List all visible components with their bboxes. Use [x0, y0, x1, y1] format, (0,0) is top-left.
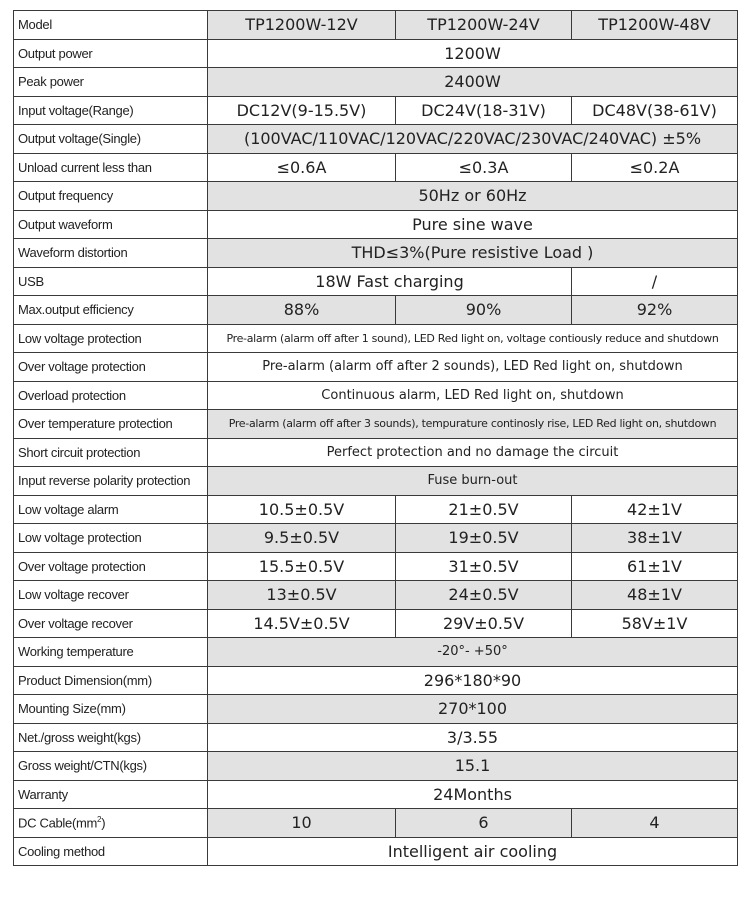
- value-24v: ≤0.3A: [396, 153, 572, 182]
- row-value: Intelligent air cooling: [208, 837, 738, 866]
- value-48v: 58V±1V: [572, 609, 738, 638]
- row-value: 15.1: [208, 752, 738, 781]
- row-value: Pre-alarm (alarm off after 2 sounds), LED Red light on, shutdown: [208, 353, 738, 382]
- value-24v: 19±0.5V: [396, 524, 572, 553]
- model-12v-header: TP1200W-12V: [208, 11, 396, 40]
- table-row-net-gross-weight: [14, 723, 738, 752]
- table-row-short-circuit-protection: [14, 438, 738, 467]
- table-row-output-voltage: [14, 125, 738, 154]
- value-24v: 21±0.5V: [396, 495, 572, 524]
- row-label: Waveform distortion: [14, 239, 208, 268]
- row-value: 270*100: [208, 695, 738, 724]
- table-row-header: [14, 11, 738, 40]
- value-12v: DC12V(9-15.5V): [208, 96, 396, 125]
- row-label: Over voltage protection: [14, 552, 208, 581]
- row-label: Model: [14, 11, 208, 40]
- table-row-low-voltage-recover: [14, 581, 738, 610]
- table-row-overload-protection: [14, 381, 738, 410]
- value-12v: 13±0.5V: [208, 581, 396, 610]
- row-label: Output voltage(Single): [14, 125, 208, 154]
- value-24v: 31±0.5V: [396, 552, 572, 581]
- table-row-unload-current: [14, 153, 738, 182]
- dc-cable-label-close: ): [101, 815, 106, 831]
- row-label: Short circuit protection: [14, 438, 208, 467]
- model-48v-header: TP1200W-48V: [572, 11, 738, 40]
- value-48v: 42±1V: [572, 495, 738, 524]
- row-value: Pre-alarm (alarm off after 1 sound), LED Red light on, voltage contiously reduce and shutdown: [208, 324, 738, 353]
- table-row-waveform-distortion: [14, 239, 738, 268]
- table-row-usb: [14, 267, 738, 296]
- row-label: Unload current less than: [14, 153, 208, 182]
- table-row-output-power: [14, 39, 738, 68]
- table-row-dc-cable: [14, 809, 738, 838]
- value-12v: 9.5±0.5V: [208, 524, 396, 553]
- value-12v: 10: [208, 809, 396, 838]
- row-value: 50Hz or 60Hz: [208, 182, 738, 211]
- table-row-peak-power: [14, 68, 738, 97]
- table-row-low-voltage-protection-mode: [14, 324, 738, 353]
- table-row-working-temperature: [14, 638, 738, 667]
- row-value: THD≤3%(Pure resistive Load ): [208, 239, 738, 268]
- row-value: 18W Fast charging: [208, 267, 572, 296]
- row-label: Input voltage(Range): [14, 96, 208, 125]
- row-value: 3/3.55: [208, 723, 738, 752]
- table-row-over-temperature-protection: [14, 410, 738, 439]
- row-label: Product Dimension(mm): [14, 666, 208, 695]
- row-value: 1200W: [208, 39, 738, 68]
- value-24v: 90%: [396, 296, 572, 325]
- row-label: Mounting Size(mm): [14, 695, 208, 724]
- table-row-product-dimension: [14, 666, 738, 695]
- spec-table: [13, 10, 738, 866]
- row-label: Over voltage protection: [14, 353, 208, 382]
- row-label: Output waveform: [14, 210, 208, 239]
- table-row-input-voltage: [14, 96, 738, 125]
- table-row-efficiency: [14, 296, 738, 325]
- table-row-reverse-polarity-protection: [14, 467, 738, 496]
- table-row-warranty: [14, 780, 738, 809]
- value-24v: DC24V(18-31V): [396, 96, 572, 125]
- row-label: Low voltage protection: [14, 324, 208, 353]
- row-value: Pure sine wave: [208, 210, 738, 239]
- row-label: Warranty: [14, 780, 208, 809]
- row-value: -20°- +50°: [208, 638, 738, 667]
- value-24v: 6: [396, 809, 572, 838]
- row-label: Cooling method: [14, 837, 208, 866]
- table-row-over-voltage-recover: [14, 609, 738, 638]
- row-label: Peak power: [14, 68, 208, 97]
- dc-cable-label-sup: 2: [97, 815, 102, 825]
- row-label: Output power: [14, 39, 208, 68]
- value-12v: 88%: [208, 296, 396, 325]
- row-value: 24Months: [208, 780, 738, 809]
- table-row-output-waveform: [14, 210, 738, 239]
- row-value: Fuse burn-out: [208, 467, 738, 496]
- value-24v: 29V±0.5V: [396, 609, 572, 638]
- row-label: Over temperature protection: [14, 410, 208, 439]
- value-48v: ≤0.2A: [572, 153, 738, 182]
- row-label: Input reverse polarity protection: [14, 467, 208, 496]
- value-12v: 10.5±0.5V: [208, 495, 396, 524]
- value-48v: 48±1V: [572, 581, 738, 610]
- table-row-mounting-size: [14, 695, 738, 724]
- table-row-over-voltage-protection: [14, 552, 738, 581]
- row-label: [14, 809, 208, 838]
- value-12v: ≤0.6A: [208, 153, 396, 182]
- row-value: Pre-alarm (alarm off after 3 sounds), tempurature continosly rise, LED Red light on, shutdown: [208, 410, 738, 439]
- value-24v: 24±0.5V: [396, 581, 572, 610]
- row-label: Output frequency: [14, 182, 208, 211]
- row-label: Low voltage alarm: [14, 495, 208, 524]
- dc-cable-label: DC Cable(mm: [18, 815, 98, 831]
- row-label: Over voltage recover: [14, 609, 208, 638]
- value-48v: 61±1V: [572, 552, 738, 581]
- value-48v: 38±1V: [572, 524, 738, 553]
- value-48v: DC48V(38-61V): [572, 96, 738, 125]
- row-label: Gross weight/CTN(kgs): [14, 752, 208, 781]
- row-label: Low voltage recover: [14, 581, 208, 610]
- table-row-low-voltage-protection: [14, 524, 738, 553]
- table-row-cooling-method: [14, 837, 738, 866]
- row-label: Net./gross weight(kgs): [14, 723, 208, 752]
- row-value: Continuous alarm, LED Red light on, shutdown: [208, 381, 738, 410]
- row-value: Perfect protection and no damage the circuit: [208, 438, 738, 467]
- row-label: USB: [14, 267, 208, 296]
- value-12v: 14.5V±0.5V: [208, 609, 396, 638]
- row-label: Low voltage protection: [14, 524, 208, 553]
- value-12v: 15.5±0.5V: [208, 552, 396, 581]
- row-label: Max.output efficiency: [14, 296, 208, 325]
- table-row-low-voltage-alarm: [14, 495, 738, 524]
- model-24v-header: TP1200W-24V: [396, 11, 572, 40]
- row-label: Working temperature: [14, 638, 208, 667]
- value-48v: /: [572, 267, 738, 296]
- value-48v: 92%: [572, 296, 738, 325]
- table-row-over-voltage-protection-mode: [14, 353, 738, 382]
- row-value: (100VAC/110VAC/120VAC/220VAC/230VAC/240VAC) ±5%: [208, 125, 738, 154]
- table-row-gross-weight-ctn: [14, 752, 738, 781]
- row-label: Overload protection: [14, 381, 208, 410]
- table-row-output-frequency: [14, 182, 738, 211]
- row-value: 296*180*90: [208, 666, 738, 695]
- row-value: 2400W: [208, 68, 738, 97]
- value-48v: 4: [572, 809, 738, 838]
